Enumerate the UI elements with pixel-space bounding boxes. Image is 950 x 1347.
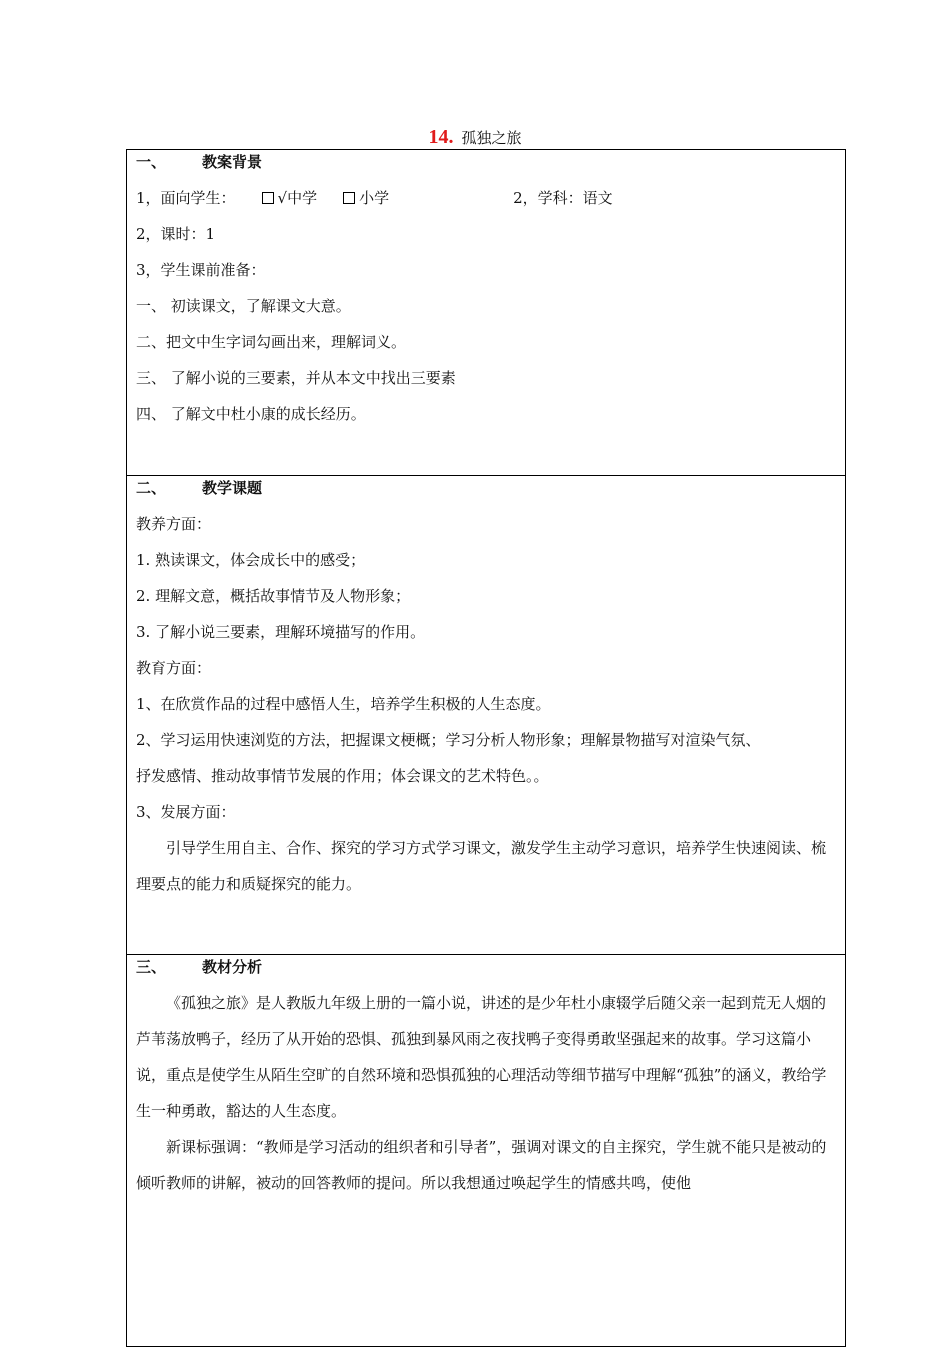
text-line: 教养方面： [136,515,212,533]
paragraph: 引导学生用自主、合作、探究的学习方式学习课文，激发学生主动学习意识，培养学生快速阅读、梳理要点的能力和质疑探究的能力。 [136,839,827,893]
checkbox-icon [343,192,355,204]
audience-line: 1，面向学生： √中学 小学 2，学科：语文 [136,189,613,207]
paragraph: 《孤独之旅》是人教版九年级上册的一篇小说，讲述的是少年杜小康辍学后随父亲一起到荒无人烟的芦苇荡放鸭子，经历了从开始的恐惧、孤独到暴风雨之夜找鸭子变得勇敢坚强起来的故事。学习这篇小说，重点是使学生从陌生空旷的自然环境和恐惧孤独的心理活动等细节描写中理解“孤独”的涵义，教给学生一种勇敢，豁达的人生态度。 [136,994,827,1120]
section-background [127,150,845,476]
section-topic [127,476,845,955]
checkbox-icon [262,192,274,204]
title-number: 14. [428,126,454,148]
list-item: 三、 了解小说的三要素，并从本文中找出三要素 [136,369,456,387]
document-title [0,126,950,149]
section-material-analysis [127,955,845,1346]
list-item: 一、 初读课文，了解课文大意。 [136,297,351,315]
lesson-plan-table [126,149,846,1347]
section-heading: 一、 教案背景 [136,153,263,171]
section-heading: 二、 教学课题 [136,479,263,497]
list-item: 二、把文中生字词勾画出来，理解词义。 [136,333,407,351]
option-primary-school: 小学 [359,189,390,207]
text-line: 1、在欣赏作品的过程中感悟人生，培养学生积极的人生态度。 [136,695,551,713]
subject-label: 2，学科：语文 [513,189,613,207]
title-text: 孤独之旅 [461,129,522,147]
text-line: 抒发感情、推动故事情节发展的作用；体会课文的艺术特色。。 [136,767,549,785]
section-heading: 三、 教材分析 [136,958,263,976]
text-line: 3. 了解小说三要素，理解环境描写的作用。 [136,623,426,641]
option-middle-school: √中学 [277,189,318,207]
text-line: 3、发展方面： [136,803,236,821]
preparation-heading: 3，学生课前准备： [136,261,266,279]
list-item: 四、 了解文中杜小康的成长经历。 [136,405,366,423]
text-line: 2. 理解文意，概括故事情节及人物形象； [136,587,411,605]
text-line: 教育方面： [136,659,212,677]
text-line: 2、学习运用快速浏览的方法，把握课文梗概；学习分析人物形象；理解景物描写对渲染气氛、 [136,731,761,749]
class-hours: 2，课时：1 [136,225,216,243]
paragraph: 新课标强调：“教师是学习活动的组织者和引导者”，强调对课文的自主探究，学生就不能只是被动的倾听教师的讲解，被动的回答教师的提问。所以我想通过唤起学生的情感共鸣，使他 [136,1138,827,1192]
text-line: 1. 熟读课文，体会成长中的感受； [136,551,366,569]
